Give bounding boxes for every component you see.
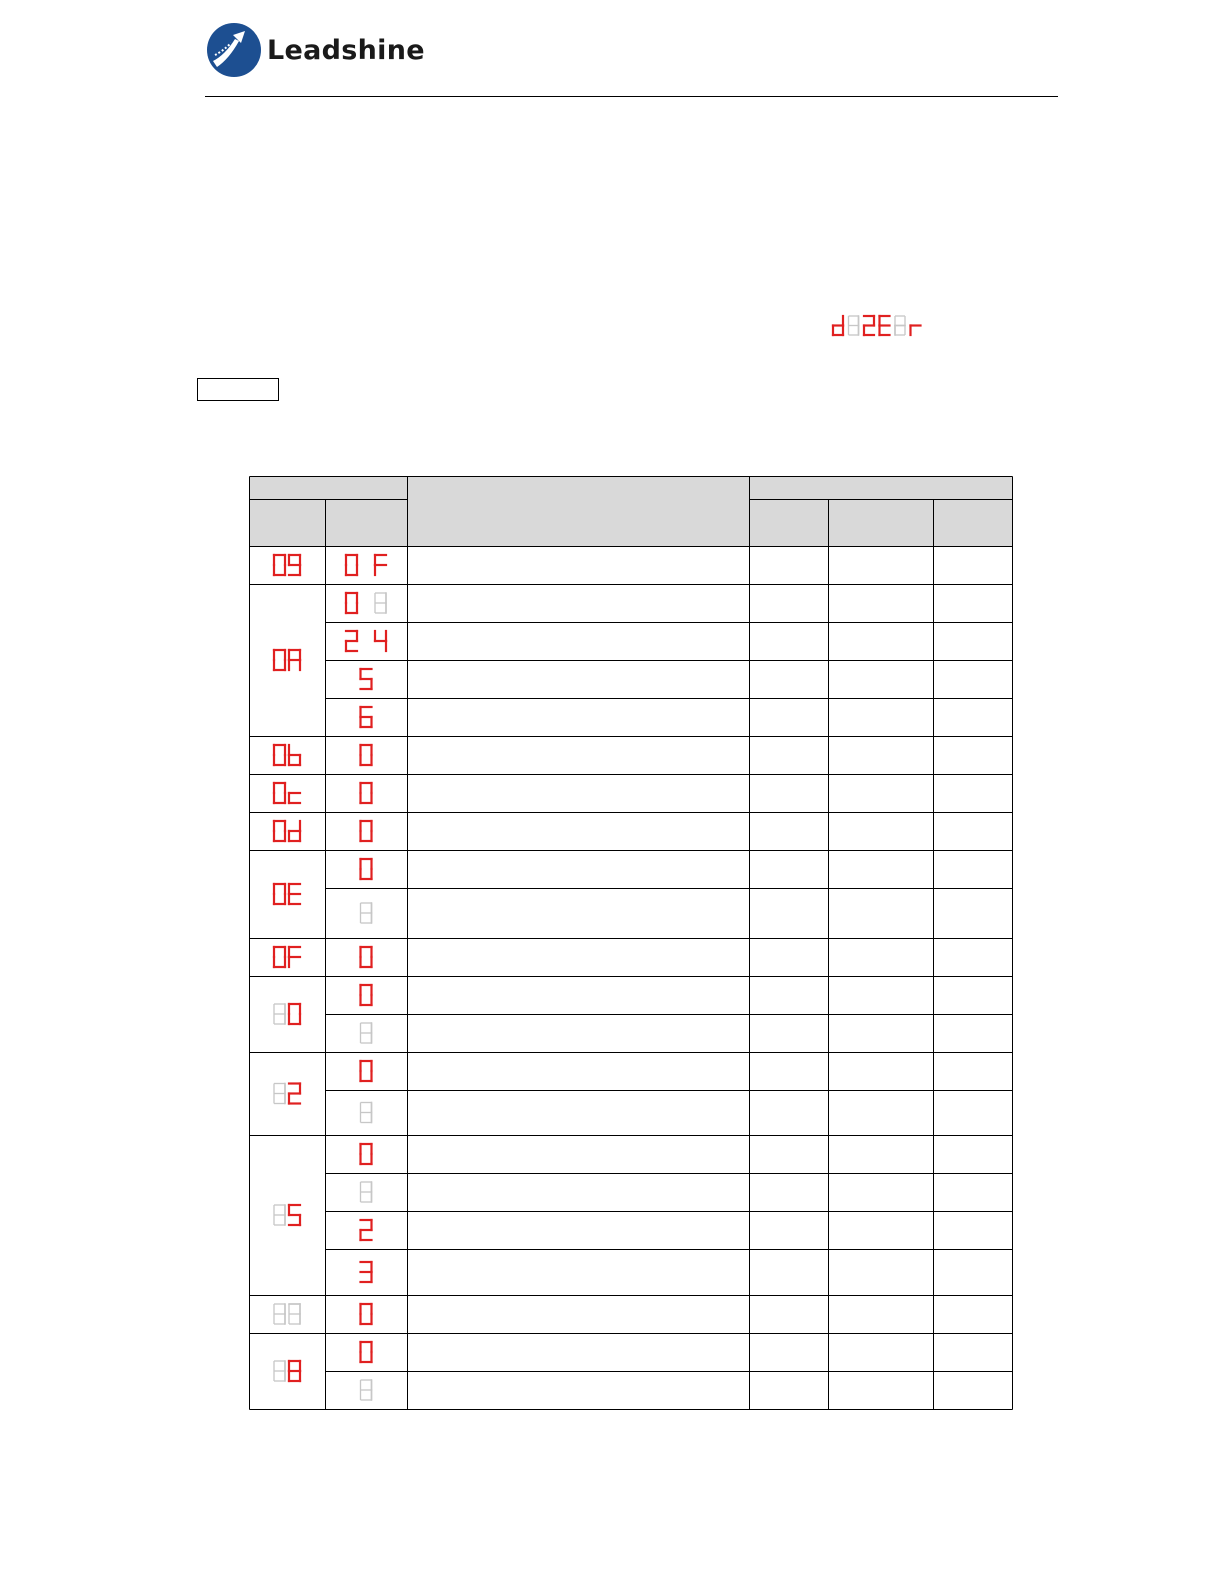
leadshine-globe-icon xyxy=(205,21,263,79)
table-header xyxy=(250,477,1013,547)
sub-code-digit xyxy=(361,707,372,727)
alarm-code-table xyxy=(249,476,1014,1418)
sub-code-digit xyxy=(375,555,386,575)
sub-code-digit xyxy=(361,1023,372,1043)
sub-code-digit xyxy=(375,631,386,651)
sub-code-digit xyxy=(375,593,386,613)
main-code-digit xyxy=(274,1084,285,1104)
main-code-digit xyxy=(274,1361,285,1381)
main-code-digit xyxy=(289,1304,300,1324)
main-code-digit xyxy=(274,650,285,670)
sub-code-digit xyxy=(361,985,372,1005)
sub-code-digit xyxy=(361,1342,372,1362)
sub-code-digit xyxy=(361,903,372,923)
main-code-digit xyxy=(289,884,300,904)
sub-code-digit xyxy=(361,1220,372,1240)
readout-digit-2 xyxy=(864,316,874,335)
sub-code-digit xyxy=(361,1182,372,1202)
sub-code-digit xyxy=(361,1103,372,1123)
main-code-digit xyxy=(289,1084,300,1104)
label-box xyxy=(197,378,279,401)
sub-code-digit xyxy=(346,555,357,575)
readout-digit-0 xyxy=(833,316,843,335)
alarm-table-grid xyxy=(249,476,1014,1418)
sub-code-digit xyxy=(361,1304,372,1324)
seven-segment-readout xyxy=(830,313,930,344)
main-code-digit xyxy=(274,884,285,904)
sub-code-digit xyxy=(346,631,357,651)
main-code-digit xyxy=(289,1361,300,1381)
sub-code-digit xyxy=(361,1144,372,1164)
sub-code-digit xyxy=(361,745,372,765)
main-code-digit xyxy=(274,555,285,575)
readout-digits xyxy=(830,313,930,339)
main-code-digit xyxy=(289,1004,300,1024)
sub-code-digit xyxy=(361,859,372,879)
main-code-digit xyxy=(289,793,300,803)
sub-code-digit xyxy=(361,669,372,689)
sub-code-digit xyxy=(361,947,372,967)
brand-logo xyxy=(205,20,425,80)
main-code-digit xyxy=(274,745,285,765)
sub-code-digit xyxy=(361,821,372,841)
main-code-digit xyxy=(289,745,300,765)
readout-digit-1 xyxy=(849,316,859,335)
readout-digit-4 xyxy=(895,316,905,335)
main-code-digit xyxy=(274,947,285,967)
main-code-digit xyxy=(289,1205,300,1225)
main-code-digit xyxy=(274,1004,285,1024)
readout-digit-5 xyxy=(911,326,921,336)
main-code-digit xyxy=(274,1205,285,1225)
main-code-digit xyxy=(274,821,285,841)
sub-code-digit xyxy=(361,1380,372,1400)
main-code-digit xyxy=(289,821,300,841)
main-code-digit xyxy=(274,1304,285,1324)
main-code-digit xyxy=(289,947,300,967)
readout-digit-3 xyxy=(880,316,890,335)
header-divider xyxy=(205,96,1058,97)
main-code-digit xyxy=(289,650,300,670)
main-code-digit xyxy=(274,783,285,803)
sub-code-digit xyxy=(361,1262,372,1282)
sub-code-digit xyxy=(361,1061,372,1081)
main-code-digit xyxy=(289,555,300,575)
sub-code-digit xyxy=(361,783,372,803)
brand-name: Leadshine xyxy=(267,34,425,66)
sub-code-digit xyxy=(346,593,357,613)
